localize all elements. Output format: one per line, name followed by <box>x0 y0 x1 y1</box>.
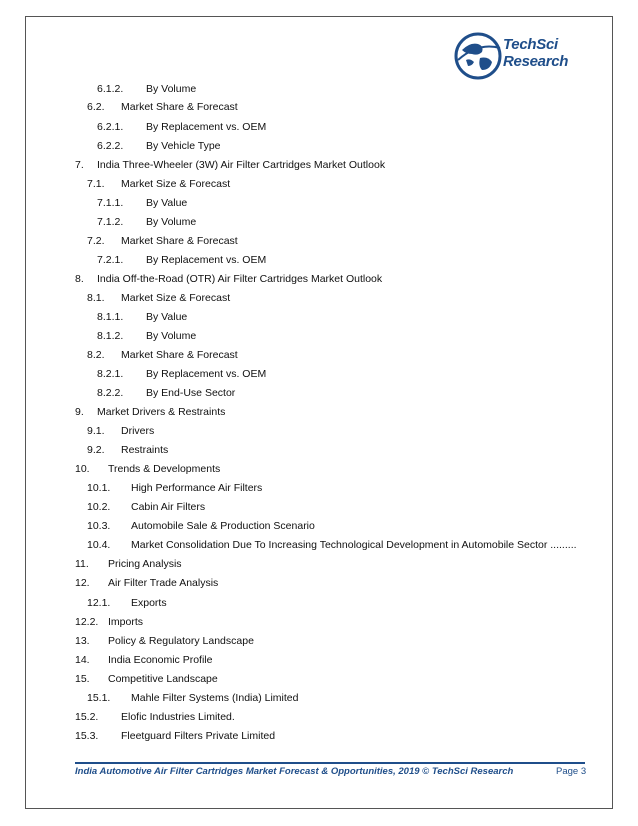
toc-entry-title: Market Share & Forecast <box>121 349 238 361</box>
toc-entry-number: 12.1. <box>87 597 111 609</box>
toc-entry-number: 14. <box>75 654 90 666</box>
toc-entry-title: By Replacement vs. OEM <box>146 254 267 266</box>
toc-entry-title: India Economic Profile <box>108 654 213 666</box>
brand-wordmark <box>503 36 568 70</box>
toc-entry-title: Cabin Air Filters <box>131 501 206 513</box>
toc-entry-number: 9.1. <box>87 425 105 437</box>
toc-entry-number: 9. <box>75 406 84 418</box>
toc-entry-title: India Off-the-Road (OTR) Air Filter Cartridges Market Outlook <box>97 273 383 285</box>
toc-entry-title: Elofic Industries Limited. <box>121 711 235 723</box>
toc-entry-number: 10.3. <box>87 520 111 532</box>
toc-entry-title: Trends & Developments <box>108 463 221 475</box>
toc-entry-number: 10.2. <box>87 501 111 513</box>
toc-entry-number: 12. <box>75 577 90 589</box>
toc-entry-title: By Replacement vs. OEM <box>146 121 267 133</box>
globe-icon <box>452 30 504 82</box>
toc-entry-number: 15.2. <box>75 711 99 723</box>
toc-entry-number: 8.1. <box>87 292 105 304</box>
toc-entry-number: 8.1.2. <box>97 330 124 342</box>
toc-entry-title: Restraints <box>121 444 169 456</box>
toc-entry-number: 11. <box>75 558 89 570</box>
toc-entry-number: 6.2.2. <box>97 140 124 152</box>
toc-entry-number: 6.1.2. <box>97 83 124 95</box>
toc-entry-title: Automobile Sale & Production Scenario <box>131 520 315 532</box>
brand-line-2: Research <box>503 53 569 70</box>
toc-entry-number: 10.1. <box>87 482 111 494</box>
toc-entry-title: Competitive Landscape <box>108 673 218 685</box>
toc-entry-title: Market Consolidation Due To Increasing Technological Development in Automobile Sector ......... <box>131 539 577 551</box>
toc-entry-title: Market Size & Forecast <box>121 178 231 190</box>
toc-entry-title: Fleetguard Filters Private Limited <box>121 730 276 742</box>
toc-entry-number: 7.2.1. <box>97 254 124 266</box>
toc-entry-number: 15.3. <box>75 730 99 742</box>
toc-entry-number: 7.1. <box>87 178 105 190</box>
footer-text: India Automotive Air Filter Cartridges Market Forecast & Opportunities, 2019 © TechSci Research <box>75 766 514 777</box>
toc-entry-number: 15. <box>75 673 90 685</box>
toc-entry-number: 13. <box>75 635 90 647</box>
toc-entry-title: Imports <box>108 616 144 628</box>
toc-entry-number: 9.2. <box>87 444 105 456</box>
toc-entry-number: 8.2.1. <box>97 368 124 380</box>
toc-entry-title: By End-Use Sector <box>146 387 236 399</box>
toc-entry-number: 10. <box>75 463 90 475</box>
toc-entry-title: By Vehicle Type <box>146 140 221 152</box>
toc-entry-title: Market Size & Forecast <box>121 292 231 304</box>
toc-entry-title: Air Filter Trade Analysis <box>108 577 219 589</box>
toc-entry-title: By Value <box>146 311 188 323</box>
toc-entry-number: 7.1.2. <box>97 216 124 228</box>
toc-entry-title: India Three-Wheeler (3W) Air Filter Cartridges Market Outlook <box>97 159 386 171</box>
toc-entry-title: Market Share & Forecast <box>121 101 238 113</box>
toc-entry-number: 8.1.1. <box>97 311 124 323</box>
brand-line-1: TechSci <box>503 36 558 53</box>
toc-entry-title: Market Drivers & Restraints <box>97 406 226 418</box>
toc-entry-title: By Volume <box>146 83 197 95</box>
toc-entry-number: 12.2. <box>75 616 99 628</box>
toc-entry-title: Mahle Filter Systems (India) Limited <box>131 692 299 704</box>
toc-entry-number: 7.2. <box>87 235 105 247</box>
toc-entry-title: By Replacement vs. OEM <box>146 368 267 380</box>
toc-entry-title: Exports <box>131 597 167 609</box>
toc-entry-title: Drivers <box>121 425 155 437</box>
toc-entry-number: 8.2. <box>87 349 105 361</box>
toc-entry-number: 10.4. <box>87 539 111 551</box>
toc-entry-number: 7. <box>75 159 84 171</box>
toc-entry-title: By Volume <box>146 216 197 228</box>
toc-entry-number: 6.2.1. <box>97 121 124 133</box>
toc-entry-number: 7.1.1. <box>97 197 124 209</box>
footer-page-number: Page 3 <box>556 766 587 777</box>
toc-entry-title: Market Share & Forecast <box>121 235 238 247</box>
toc-entry-title: High Performance Air Filters <box>131 482 263 494</box>
toc-entry-title: By Value <box>146 197 188 209</box>
toc-entry-number: 8. <box>75 273 84 285</box>
toc-entry-title: By Volume <box>146 330 197 342</box>
footer-rule <box>75 762 585 764</box>
toc-entry-number: 15.1. <box>87 692 111 704</box>
toc-entry-number: 6.2. <box>87 101 105 113</box>
toc-entry-number: 8.2.2. <box>97 387 124 399</box>
toc-entry-title: Pricing Analysis <box>108 558 182 570</box>
toc-entry-title: Policy & Regulatory Landscape <box>108 635 254 647</box>
